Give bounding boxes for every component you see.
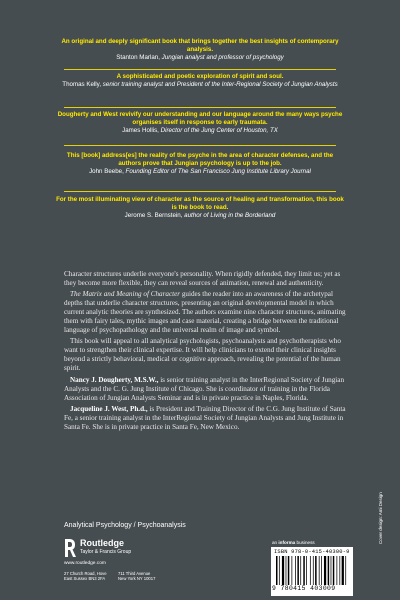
subject-category: Analytical Psychology / Psychoanalysis xyxy=(64,522,186,529)
author-bio-2 xyxy=(64,405,350,432)
endorser-title: author of Living in the Borderland xyxy=(184,212,276,219)
address-line: 27 Church Road, Hove xyxy=(64,571,107,576)
informa-prefix: an xyxy=(272,540,279,545)
publisher-name: Routledge xyxy=(80,538,124,548)
description-paragraph: Character structures underlie everyone's personality. When rigidly defended, they limit us; yet as they become more flexible, they can reveal sources of animation, renewal and authenticity. xyxy=(64,270,341,288)
routledge-logo-icon xyxy=(64,538,76,558)
endorsement-3 xyxy=(56,111,344,135)
informa-business-mark xyxy=(272,540,315,545)
publisher-group: Taylor & Francis Group xyxy=(80,549,132,555)
endorsement-attribution xyxy=(56,81,344,89)
divider xyxy=(64,69,336,70)
publisher-address-us xyxy=(118,571,178,581)
informa-suffix: business xyxy=(295,540,315,545)
endorsement-quote: For the most illuminating view of character as the source of healing and transformation, this book is the book to read. xyxy=(56,196,344,211)
publisher-address-uk xyxy=(64,571,124,581)
endorsement-attribution xyxy=(56,168,344,176)
divider xyxy=(64,145,336,146)
author-bio-text: is President and Training Director of the C.G. Jung Institute of Santa Fe, a senior training analyst in the InterRegional Society of Jungian Analysts and Jung Institute in Santa Fe. She is in private practice in Santa Fe, New Mexico. xyxy=(64,404,346,431)
endorsement-quote: Dougherty and West revivify our understanding and our language around the many ways psyche organises itself in response to early traumata. xyxy=(57,111,343,126)
divider xyxy=(64,191,336,192)
endorser-title: Founding Editor of The San Francisco Jung Institute Library Journal xyxy=(125,168,311,175)
endorser-title: Director of the Jung Center of Houston, TX xyxy=(160,127,278,134)
description-paragraph xyxy=(64,290,350,335)
author-bio-1 xyxy=(64,376,350,403)
isbn: ISBN 978-0-415-40300-9 xyxy=(274,549,350,555)
endorser-title: senior training analyst and President of the Inter-Regional Society of Jungian Analysts xyxy=(102,81,338,88)
endorsement-5 xyxy=(56,196,344,220)
endorser-name: Thomas Kelly, xyxy=(62,81,102,88)
endorser-name: Jerome S. Bernstein, xyxy=(124,212,183,219)
endorsement-quote: A sophisticated and poetic exploration of spirit and soul. xyxy=(116,73,284,80)
endorsement-quote: This [book] address[es] the reality of the psyche in the area of character defenses, and the authors prove that Jungian psychology is up to the job. xyxy=(66,152,334,167)
divider xyxy=(64,107,336,108)
endorsement-attribution xyxy=(56,127,344,135)
address-line: East Sussex BN3 2FA xyxy=(64,576,106,581)
endorsement-2 xyxy=(56,73,344,89)
address-line: 711 Third Avenue xyxy=(118,571,151,576)
endorsement-1 xyxy=(56,38,344,62)
endorser-name: Stanton Marlan, xyxy=(116,54,160,61)
book-title: The Matrix and Meaning of Character xyxy=(70,290,181,299)
author-name: Jacqueline J. West, Ph.d., xyxy=(70,404,148,413)
publisher-url: www.routledge.com xyxy=(64,561,106,566)
endorser-name: John Beebe, xyxy=(89,168,124,175)
book-description xyxy=(64,270,350,432)
barcode-panel xyxy=(271,547,353,596)
endorsement-4 xyxy=(56,152,344,176)
description-paragraph: This book will appeal to all analytical psychologists, psychoanalysts and psychotherapists who want to strengthen their clinical expertise. It will help clinicians to extend their clinical insights beyond a strictly behavioral, medical or cognitive approach, revealing the potential of the human spirit. xyxy=(64,337,341,373)
endorser-title: Jungian analyst and professor of psychology xyxy=(161,54,284,61)
author-name: Nancy J. Dougherty, M.S.W., xyxy=(70,375,159,384)
endorsement-attribution xyxy=(56,212,344,220)
author-bio-text: is senior training analyst in the InterRegional Society of Jungian Analysts and the C. G. Jung Institute of Chicago. She is coordinator of training in the Florida Association of Jungian Analysts Seminar and is in private practice in Naples, Florida. xyxy=(64,375,345,402)
barcode-number: 9 780415 403009 xyxy=(272,585,352,592)
address-line: New York NY 10017 xyxy=(118,576,156,581)
endorsement-attribution xyxy=(56,54,344,62)
endorser-name: James Hollis, xyxy=(122,127,159,134)
cover-design-credit: Cover design: Ami Design xyxy=(378,492,383,544)
description-text: guides the reader into an awareness of the archetypal depths that underlie character structures, presenting an original developmental model in which current analytic theories are synthesized. The authors examine nine character structures, animating them with fairy tales, mythic images and case material, creating a bridge between the traditional language of psychopathology and the universal realm of image and symbol. xyxy=(64,290,346,335)
informa-brand: informa xyxy=(278,540,296,545)
endorsement-quote: An original and deeply significant book that brings together the best insights of contemporary analysis. xyxy=(61,38,339,53)
